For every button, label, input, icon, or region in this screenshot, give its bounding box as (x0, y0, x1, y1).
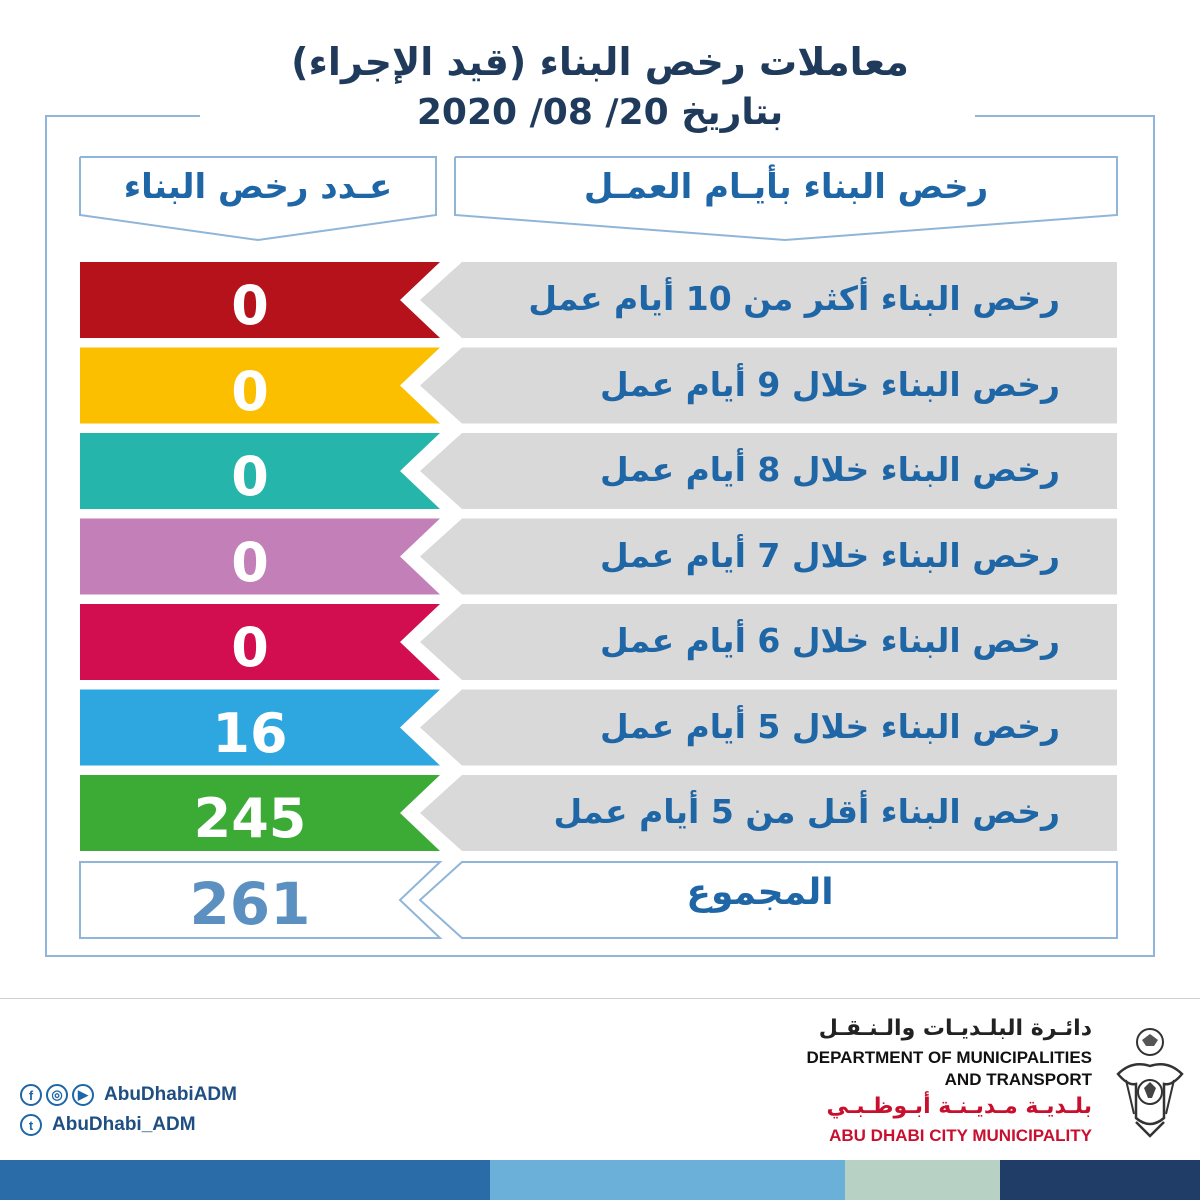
row-label: رخص البناء أكثر من 10 أيام عمل (528, 279, 1060, 318)
social-handle-2[interactable]: AbuDhabi_ADM (52, 1114, 196, 1135)
page-title: معاملات رخص البناء (قيد الإجراء) (291, 40, 909, 84)
footer-stripe-2 (490, 1160, 845, 1200)
social-handle-1[interactable]: AbuDhabiADM (104, 1084, 237, 1105)
footer-divider (0, 998, 1200, 999)
date-line: بتاريخ 20/ 08/ 2020 (416, 92, 784, 133)
footer-stripe-1 (0, 1160, 490, 1200)
total-label: المجموع (686, 872, 834, 913)
row-value: 16 (212, 701, 288, 765)
row-label: رخص البناء خلال 8 أيام عمل (599, 450, 1060, 489)
row-value: 0 (231, 445, 269, 508)
row-label: رخص البناء خلال 9 أيام عمل (599, 364, 1060, 404)
row-label: رخص البناء خلال 6 أيام عمل (599, 621, 1060, 660)
days-header-label: رخص البناء بأيـام العمـل (583, 167, 989, 207)
total-value: 261 (189, 870, 311, 938)
social-row-1[interactable] (20, 1084, 237, 1106)
facebook-icon[interactable]: f (20, 1084, 42, 1106)
dept-name-en-line2: AND TRANSPORT (944, 1070, 1092, 1089)
row-value: 0 (231, 616, 269, 679)
row-label: رخص البناء أقل من 5 أيام عمل (553, 792, 1060, 831)
social-row-2[interactable] (20, 1114, 196, 1136)
youtube-icon[interactable]: ▶ (72, 1084, 94, 1106)
count-header-label: عـدد رخص البناء (123, 167, 393, 207)
dept-name-en-line1: DEPARTMENT OF MUNICIPALITIES (806, 1048, 1092, 1067)
row-value: 245 (193, 787, 307, 850)
abu-dhabi-emblem-icon (1112, 1026, 1188, 1144)
row-value: 0 (231, 359, 269, 423)
footer-stripe-3 (845, 1160, 1000, 1200)
row-value: 0 (231, 530, 269, 594)
row-label: رخص البناء خلال 5 أيام عمل (599, 706, 1060, 746)
footer-stripe-4 (1000, 1160, 1200, 1200)
city-name-en: ABU DHABI CITY MUNICIPALITY (829, 1126, 1092, 1145)
twitter-icon[interactable]: t (20, 1114, 42, 1136)
row-label: رخص البناء خلال 7 أيام عمل (599, 535, 1060, 575)
city-name-ar: بلـديـة مـديـنـة أبـوظـبـي (826, 1094, 1092, 1119)
row-value: 0 (231, 274, 269, 337)
instagram-icon[interactable]: ◎ (46, 1084, 68, 1106)
dept-name-ar: دائـرة البلـديـات والـنـقـل (818, 1016, 1092, 1041)
